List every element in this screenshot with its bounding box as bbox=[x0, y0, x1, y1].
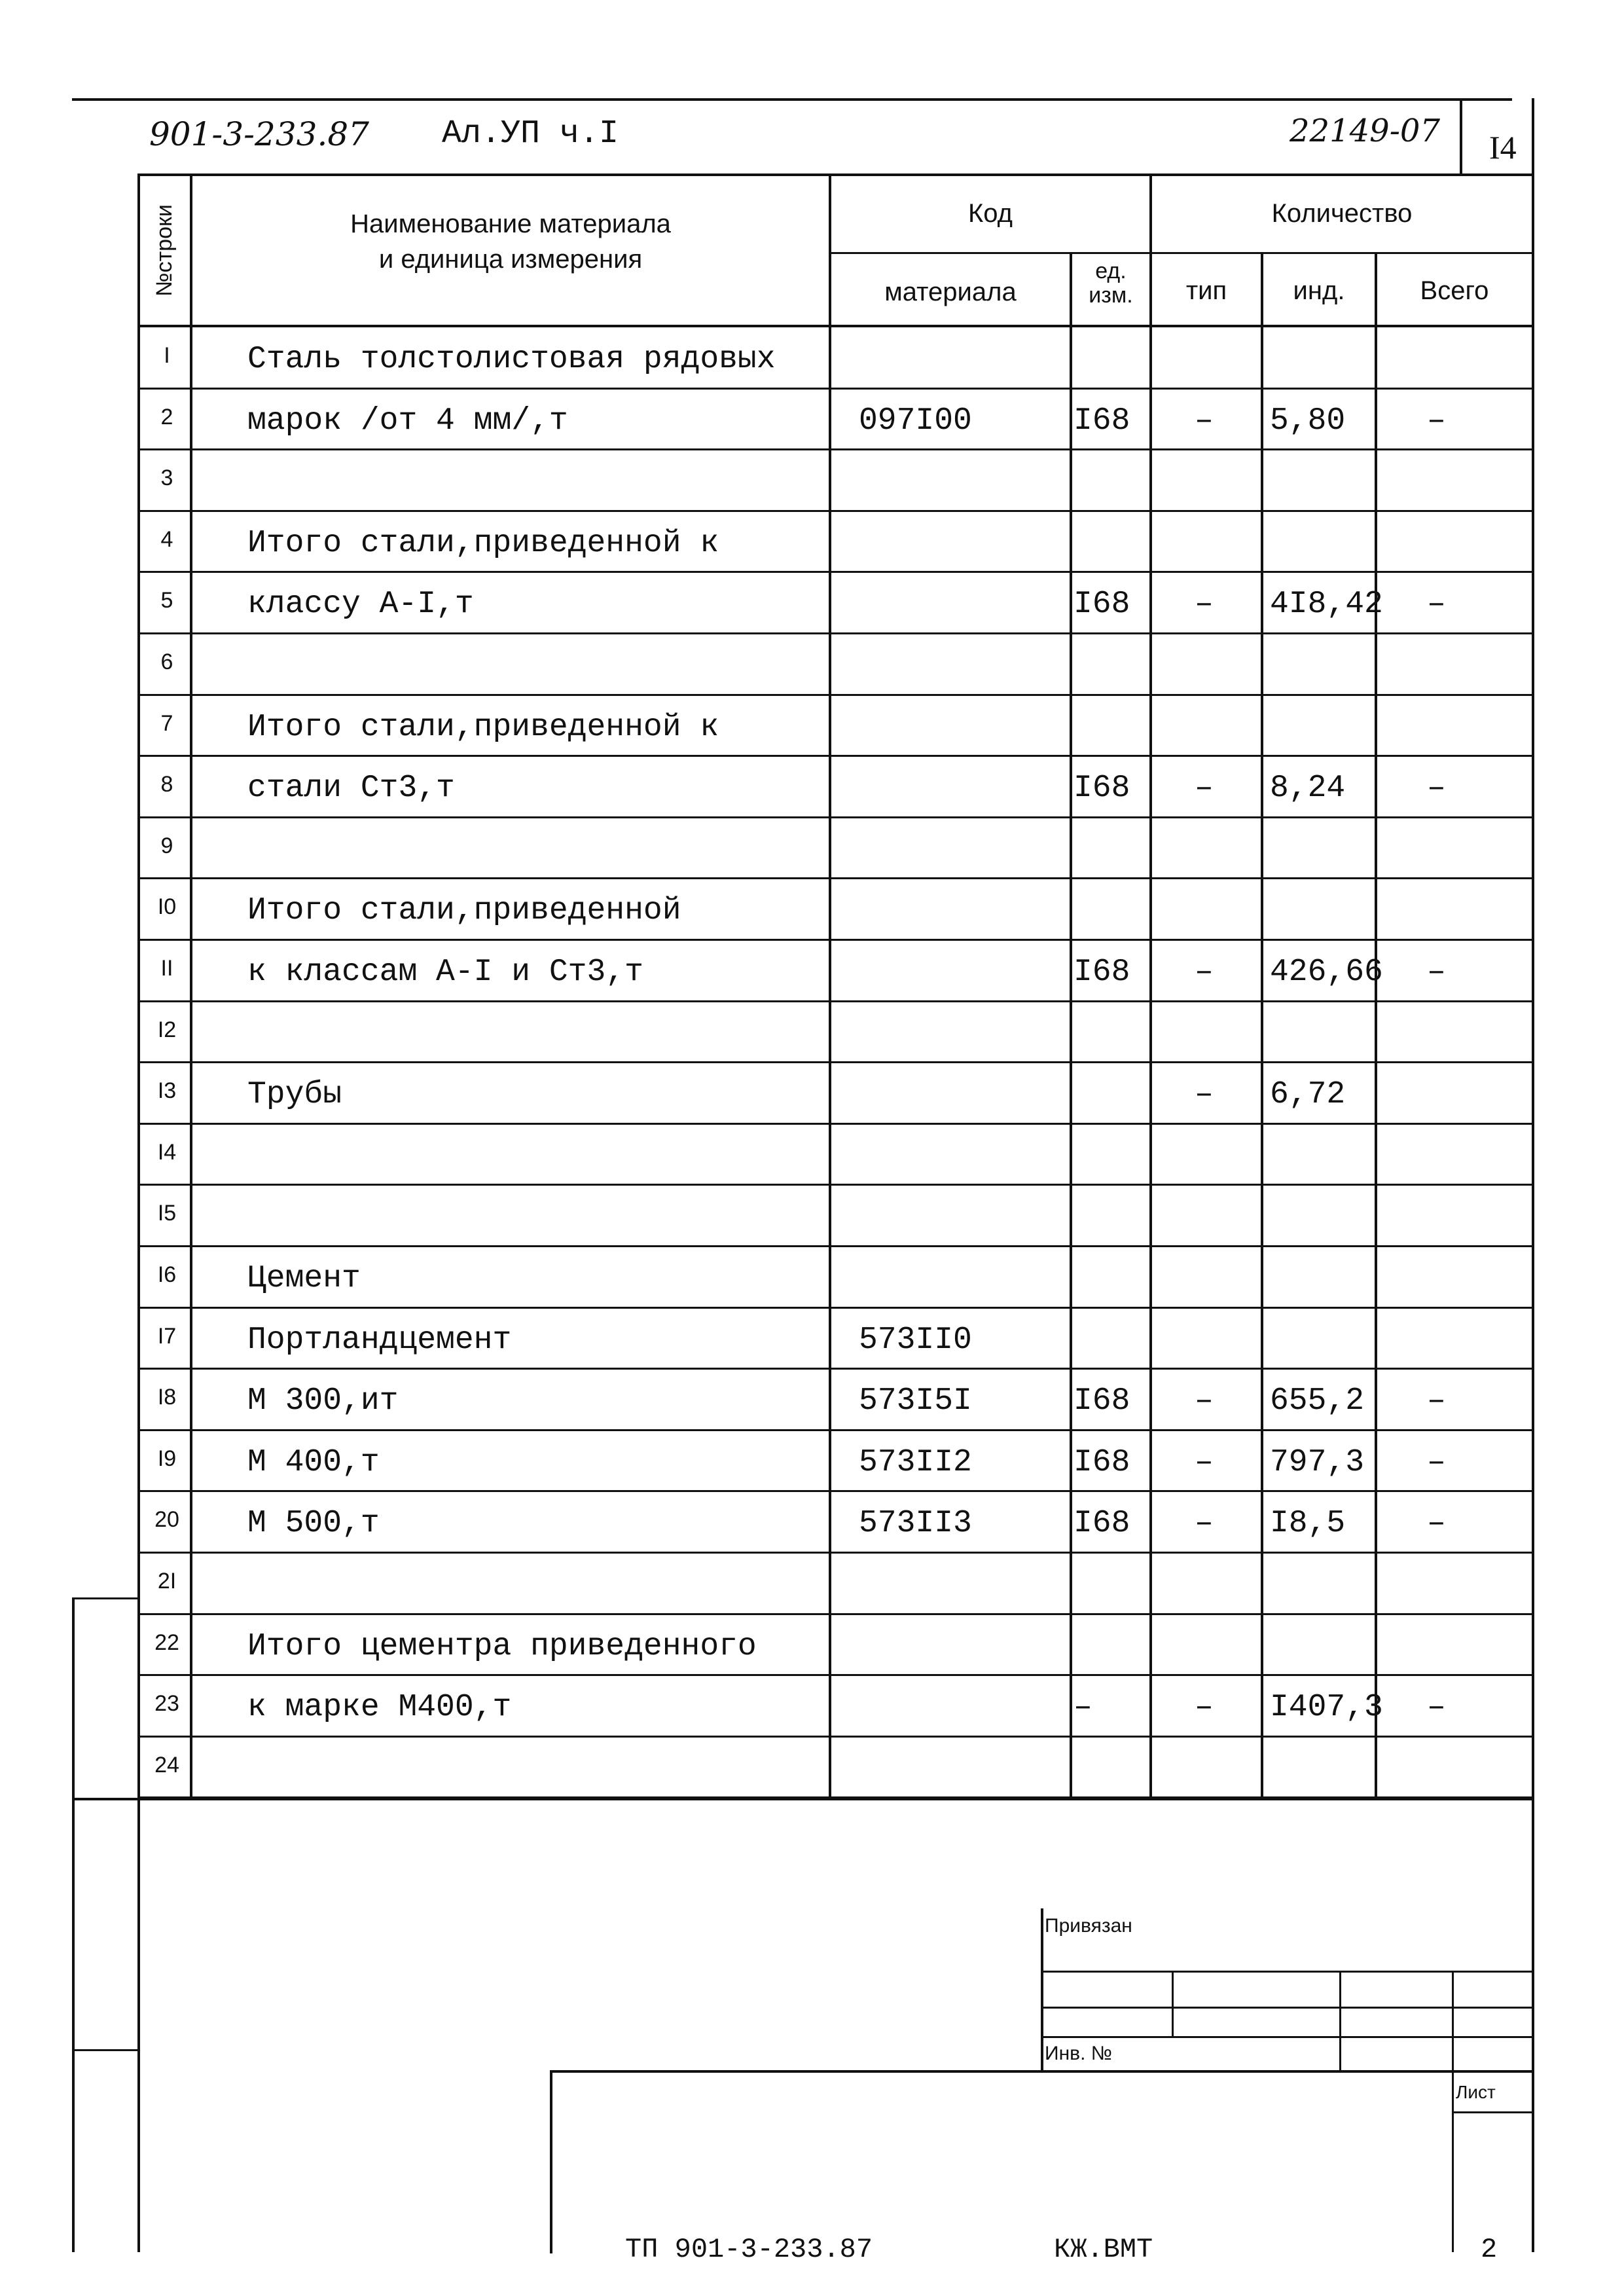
qty-type: – bbox=[1195, 1077, 1214, 1113]
qty-type-header: тип bbox=[1185, 276, 1227, 305]
code-unit-header: ед. изм. bbox=[1089, 259, 1133, 308]
row-number: 2I bbox=[157, 1569, 177, 1594]
unit-code: I68 bbox=[1074, 771, 1130, 807]
row-number: 23 bbox=[154, 1691, 179, 1717]
material-name: М 400,т bbox=[247, 1444, 380, 1480]
left-frame-inner bbox=[137, 1597, 140, 2252]
row-number: 3 bbox=[160, 465, 173, 491]
qty-total: – bbox=[1427, 1444, 1446, 1480]
material-name: к классам А-I и Ст3,т bbox=[247, 955, 643, 990]
row-number: 4 bbox=[160, 526, 173, 552]
qty-ind: I8,5 bbox=[1270, 1506, 1346, 1542]
qty-total: – bbox=[1427, 955, 1446, 990]
material-name: М 500,т bbox=[247, 1506, 380, 1542]
row-number: I4 bbox=[157, 1139, 177, 1165]
bottom-doc-code: ТП 901-3-233.87 bbox=[625, 2234, 873, 2265]
qty-type: – bbox=[1195, 403, 1214, 439]
qty-ind: I407,3 bbox=[1270, 1690, 1383, 1726]
sheet-label: Лист bbox=[1456, 2082, 1496, 2102]
row-number: I2 bbox=[157, 1017, 177, 1042]
qty-type: – bbox=[1195, 1506, 1214, 1542]
material-name: М 300,ит bbox=[247, 1383, 399, 1419]
material-name: Итого стали,приведенной к bbox=[247, 709, 719, 745]
frame-right bbox=[1532, 98, 1534, 2252]
unit-code: – bbox=[1074, 1690, 1092, 1726]
unit-code: I68 bbox=[1074, 1506, 1130, 1542]
row-number: 22 bbox=[154, 1630, 179, 1655]
material-code: 573II0 bbox=[859, 1322, 972, 1358]
row-number: I0 bbox=[157, 894, 177, 920]
qty-total: – bbox=[1427, 587, 1446, 623]
qty-type: – bbox=[1195, 771, 1214, 807]
material-name: Итого цементра приведенного bbox=[247, 1628, 757, 1664]
unit-code: I68 bbox=[1074, 955, 1130, 990]
album-label: Ал.УП ч.I bbox=[442, 115, 619, 153]
material-name: Сталь толстолистовая рядовых bbox=[247, 342, 776, 377]
row-number: I3 bbox=[157, 1078, 177, 1104]
qty-ind: 6,72 bbox=[1270, 1077, 1346, 1113]
qty-total: – bbox=[1427, 771, 1446, 807]
row-number: I5 bbox=[157, 1201, 177, 1226]
material-name: к марке М400,т bbox=[247, 1690, 512, 1726]
unit-code: I68 bbox=[1074, 1444, 1130, 1480]
qty-ind: 5,80 bbox=[1270, 403, 1346, 439]
top-rule bbox=[72, 98, 1512, 101]
name-header: Наименование материала и единица измерения bbox=[350, 210, 671, 274]
row-number: 2 bbox=[160, 404, 173, 429]
qty-ind-header: инд. bbox=[1293, 276, 1345, 305]
sheet-number-top: I4 bbox=[1489, 129, 1517, 166]
row-number: 24 bbox=[154, 1752, 179, 1777]
qty-total: – bbox=[1427, 1506, 1446, 1542]
material-code: 573II2 bbox=[859, 1444, 972, 1480]
material-name: Итого стали,приведенной bbox=[247, 893, 681, 929]
material-code: 573I5I bbox=[859, 1383, 972, 1419]
row-number: 6 bbox=[160, 649, 173, 674]
row-number: I7 bbox=[157, 1323, 177, 1349]
material-name: Портландцемент bbox=[247, 1322, 512, 1358]
row-number: 7 bbox=[160, 710, 173, 736]
unit-code: I68 bbox=[1074, 1383, 1130, 1419]
row-number: 5 bbox=[160, 588, 173, 613]
qty-total: – bbox=[1427, 1383, 1446, 1419]
qty-total: – bbox=[1427, 403, 1446, 439]
material-code: 573II3 bbox=[859, 1506, 972, 1542]
qty-ind: 426,66 bbox=[1270, 955, 1383, 990]
qty-total: – bbox=[1427, 1690, 1446, 1726]
row-number: I9 bbox=[157, 1446, 177, 1471]
material-name: стали Ст3,т bbox=[247, 771, 455, 807]
code-material-header: материала bbox=[884, 278, 1017, 306]
code-header: Код bbox=[967, 199, 1013, 228]
qty-total-header: Всего bbox=[1420, 276, 1489, 305]
material-name: марок /от 4 мм/,т bbox=[247, 403, 568, 439]
material-name: Итого стали,приведенной к bbox=[247, 525, 719, 561]
left-frame-outer bbox=[72, 1597, 75, 2252]
inventory-number: 22149-07 bbox=[1290, 113, 1440, 149]
qty-type: – bbox=[1195, 587, 1214, 623]
attached-label: Привязан bbox=[1045, 1915, 1132, 1937]
unit-code: I68 bbox=[1074, 587, 1130, 623]
row-number: 9 bbox=[160, 833, 173, 858]
material-name: Трубы bbox=[247, 1077, 342, 1113]
qty-type: – bbox=[1195, 1444, 1214, 1480]
bottom-sheet-number: 2 bbox=[1481, 2234, 1498, 2265]
row-number: 20 bbox=[154, 1507, 179, 1533]
material-code: 097I00 bbox=[859, 403, 972, 439]
inv-no-label: Инв. № bbox=[1045, 2043, 1112, 2064]
bottom-mark: КЖ.ВМТ bbox=[1054, 2234, 1153, 2265]
unit-code: I68 bbox=[1074, 403, 1130, 439]
rownum-header: №строки bbox=[151, 204, 177, 297]
qty-type: – bbox=[1195, 955, 1214, 990]
row-number: I8 bbox=[157, 1385, 177, 1410]
qty-ind: 8,24 bbox=[1270, 771, 1346, 807]
qty-header: Количество bbox=[1271, 199, 1413, 228]
sheet-box-left bbox=[1460, 98, 1462, 175]
doc-code: 901-3-233.87 bbox=[149, 115, 369, 153]
qty-type: – bbox=[1195, 1690, 1214, 1726]
qty-ind: 797,3 bbox=[1270, 1444, 1365, 1480]
row-number: II bbox=[160, 956, 173, 981]
row-number: 8 bbox=[160, 772, 173, 797]
row-number: I bbox=[164, 343, 170, 368]
qty-ind: 4I8,42 bbox=[1270, 587, 1383, 623]
qty-ind: 655,2 bbox=[1270, 1383, 1365, 1419]
qty-type: – bbox=[1195, 1383, 1214, 1419]
row-number: I6 bbox=[157, 1262, 177, 1287]
material-name: Цемент bbox=[247, 1261, 361, 1296]
material-name: классу А-I,т bbox=[247, 587, 474, 623]
